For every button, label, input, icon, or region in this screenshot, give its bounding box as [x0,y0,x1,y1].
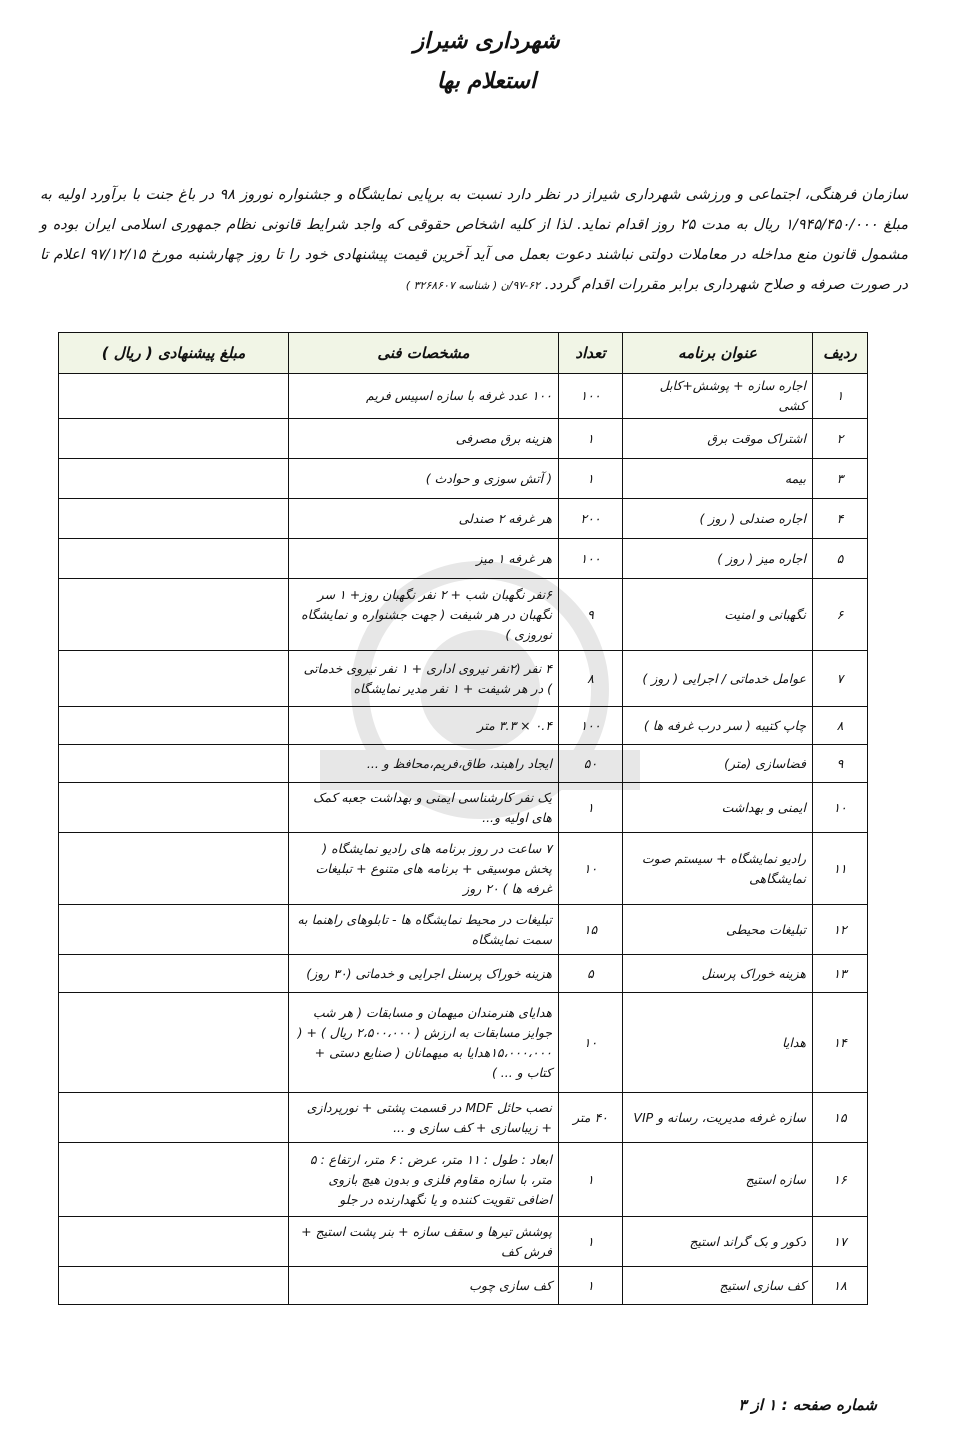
program-title: ایمنی و بهداشت [623,783,813,833]
program-title: نگهبانی و امنیت [623,579,813,651]
technical-spec: ایجاد راهبند، طاق،فریم،محافظ و ... [289,745,559,783]
item-count: ۱۰ [559,993,623,1093]
program-title: سازه غرفه مدیریت، رسانه و VIP [623,1093,813,1143]
program-title: سازه استیج [623,1143,813,1217]
item-count: ۹ [559,579,623,651]
row-number: ۸ [813,707,868,745]
table-row [59,1217,868,1267]
item-count: ۱ [559,1217,623,1267]
items-table [58,332,868,1305]
program-title: بیمه [623,459,813,499]
technical-spec: ۷ ساعت در روز برنامه های رادیو نمایشگاه ( پخش موسیقی + برنامه های متنوع + تبلیغات غرفه ها ) ۲۰ روز [289,833,559,905]
row-number: ۹ [813,745,868,783]
row-number: ۱۲ [813,905,868,955]
proposed-amount-cell[interactable] [59,993,289,1093]
item-count: ۱ [559,783,623,833]
table-row [59,783,868,833]
proposed-amount-cell[interactable] [59,1143,289,1217]
program-title: رادیو نمایشگاه + سیستم صوت نمایشگاهی [623,833,813,905]
header-technical-spec: مشخصات فنی [289,333,559,374]
intro-paragraph [40,180,908,301]
item-count: ۱۰۰ [559,539,623,579]
proposed-amount-cell[interactable] [59,707,289,745]
technical-spec: هر غرفه ۲ صندلی [289,499,559,539]
header [0,22,973,102]
table-row [59,905,868,955]
technical-spec: هر غرفه ۱ میز [289,539,559,579]
proposed-amount-cell[interactable] [59,1267,289,1305]
program-title: فضاسازی (متر) [623,745,813,783]
program-title: چاپ کتیبه ( سر درب غرفه ها ) [623,707,813,745]
table-header-row [59,333,868,374]
row-number: ۱۴ [813,993,868,1093]
item-count: ۸ [559,651,623,707]
technical-spec: هدایای هنرمندان میهمان و مسابقات ( هر شب جوایز مسابقات به ارزش ( ۲،۵۰۰،۰۰۰ ریال ) + ( ۱۵،۰۰۰،۰۰۰هدایا به میهمانان ( صنایع دستی + کتاب و ... ) [289,993,559,1093]
program-title: هدایا [623,993,813,1093]
row-number: ۱۰ [813,783,868,833]
item-count: ۱ [559,1143,623,1217]
program-title: کف سازی استیج [623,1267,813,1305]
row-number: ۱۵ [813,1093,868,1143]
row-number: ۱۳ [813,955,868,993]
proposed-amount-cell[interactable] [59,374,289,419]
page-subtitle: استعلام بها [436,69,537,94]
technical-spec: ابعاد : طول : ۱۱ متر، عرض : ۶ متر، ارتفاع : ۵ متر، با سازه مقاوم فلزی و بدون هیچ بازوی اضافی تقویت کننده و یا نگهدارنده در جلو [289,1143,559,1217]
item-count: ۱ [559,1267,623,1305]
row-number: ۱ [813,374,868,419]
program-title: اجاره سازه + پوشش+کابل کشی [623,374,813,419]
proposed-amount-cell[interactable] [59,745,289,783]
proposed-amount-cell[interactable] [59,459,289,499]
proposed-amount-cell[interactable] [59,1093,289,1143]
table-row [59,745,868,783]
row-number: ۴ [813,499,868,539]
proposed-amount-cell[interactable] [59,955,289,993]
proposed-amount-cell[interactable] [59,499,289,539]
table-row [59,707,868,745]
technical-spec: ۴ نفر (۲نفر نیروی اداری + ۱ نفر نیروی خدماتی ) در هر شیفت + ۱ نفر مدیر نمایشگاه [289,651,559,707]
row-number: ۵ [813,539,868,579]
item-count: ۱۰۰ [559,374,623,419]
item-count: ۴۰ متر [559,1093,623,1143]
table-row [59,374,868,419]
proposed-amount-cell[interactable] [59,783,289,833]
proposed-amount-cell[interactable] [59,1217,289,1267]
table-row [59,1093,868,1143]
row-number: ۷ [813,651,868,707]
technical-spec: هزینه برق مصرفی [289,419,559,459]
proposed-amount-cell[interactable] [59,419,289,459]
table-row [59,579,868,651]
technical-spec: هزینه خوراک پرسنل اجرایی و خدماتی (۳۰ روز) [289,955,559,993]
program-title: اجاره صندلی ( روز ) [623,499,813,539]
header-program-title: عنوان برنامه [623,333,813,374]
table-row [59,1267,868,1305]
header-proposed-amount: مبلغ پیشنهادی ( ریال ) [59,333,289,374]
item-count: ۱۰ [559,833,623,905]
table-row [59,539,868,579]
intro-text: سازمان فرهنگی، اجتماعی و ورزشی شهرداری شیراز در نظر دارد نسبت به برپایی نمایشگاه و جشنواره نوروز ۹۸ در باغ جنت با برآورد اولیه به مبلغ ۱/۹۴۵/۴۵۰/۰۰۰ ریال به مدت ۲۵ روز اقدام نماید. لذا از کلیه اشخاص حقوقی که واجد شرایط قانونی نظام جمهوری اسلامی ایران بوده و مشمول قانون منع مداخله در معاملات دولتی نباشند دعوت بعمل می آید آخرین قیمت پیشنهادی خود را تا روز چهارشنبه مورخ ۹۷/۱۲/۱۵ اعلام تا در صورت صرفه و صلاح شهرداری برابر مقررات اقدام گردد. [40,187,909,293]
table-row [59,419,868,459]
program-title: اشتراک موقت برق [623,419,813,459]
page-title: شهرداری شیراز [413,29,560,54]
table-row [59,955,868,993]
table-row [59,993,868,1093]
technical-spec: نصب حائل MDF در قسمت پشتی + نورپردازی + زیباسازی + کف سازی و ... [289,1093,559,1143]
table-row [59,459,868,499]
program-title: اجاره میز ( روز ) [623,539,813,579]
table-row [59,833,868,905]
technical-spec: تبلیغات در محیط نمایشگاه ها - تابلوهای راهنما به سمت نمایشگاه [289,905,559,955]
item-count: ۵ [559,955,623,993]
program-title: هزینه خوراک پرسنل [623,955,813,993]
technical-spec: پوشش تیرها و سقف سازه + بنر پشت استیج + فرش کف [289,1217,559,1267]
row-number: ۱۸ [813,1267,868,1305]
page-number: شماره صفحه : ۱ از ۳ [738,1396,877,1414]
technical-spec: یک نفر کارشناسی ایمنی و بهداشت جعبه کمک های اولیه و... [289,783,559,833]
technical-spec: ( آتش سوزی و حوادث ) [289,459,559,499]
item-count: ۱ [559,459,623,499]
row-number: ۱۶ [813,1143,868,1217]
item-count: ۲۰۰ [559,499,623,539]
program-title: عوامل خدماتی / اجرایی ( روز ) [623,651,813,707]
row-number: ۱۷ [813,1217,868,1267]
row-number: ۱۱ [813,833,868,905]
proposed-amount-cell[interactable] [59,905,289,955]
proposed-amount-cell[interactable] [59,579,289,651]
item-count: ۱ [559,419,623,459]
proposed-amount-cell[interactable] [59,539,289,579]
program-title: تبلیغات محیطی [623,905,813,955]
technical-spec: ۱۰۰ عدد غرفه با سازه اسپیس فریم [289,374,559,419]
item-count: ۱۵ [559,905,623,955]
proposed-amount-cell[interactable] [59,651,289,707]
technical-spec: کف سازی چوب [289,1267,559,1305]
table-row [59,499,868,539]
row-number: ۳ [813,459,868,499]
table-row [59,651,868,707]
header-row-number: ردیف [813,333,868,374]
row-number: ۶ [813,579,868,651]
item-count: ۱۰۰ [559,707,623,745]
intro-id-ref: ۶۲-۹۷/ن ( شناسه ۳۲۶۸۶۰۷ ) [405,279,541,292]
technical-spec: ۶نفر نگهبان شب + ۲ نفر نگهبان روز+ ۱ سر نگهبان در هر شیفت ( جهت جشنواره و نمایشگاه نوروزی ) [289,579,559,651]
program-title: دکور و بک گراند استیج [623,1217,813,1267]
item-count: ۵۰ [559,745,623,783]
header-count: تعداد [559,333,623,374]
proposed-amount-cell[interactable] [59,833,289,905]
table-row [59,1143,868,1217]
technical-spec: ۰.۴ × ۳.۳ متر [289,707,559,745]
row-number: ۲ [813,419,868,459]
